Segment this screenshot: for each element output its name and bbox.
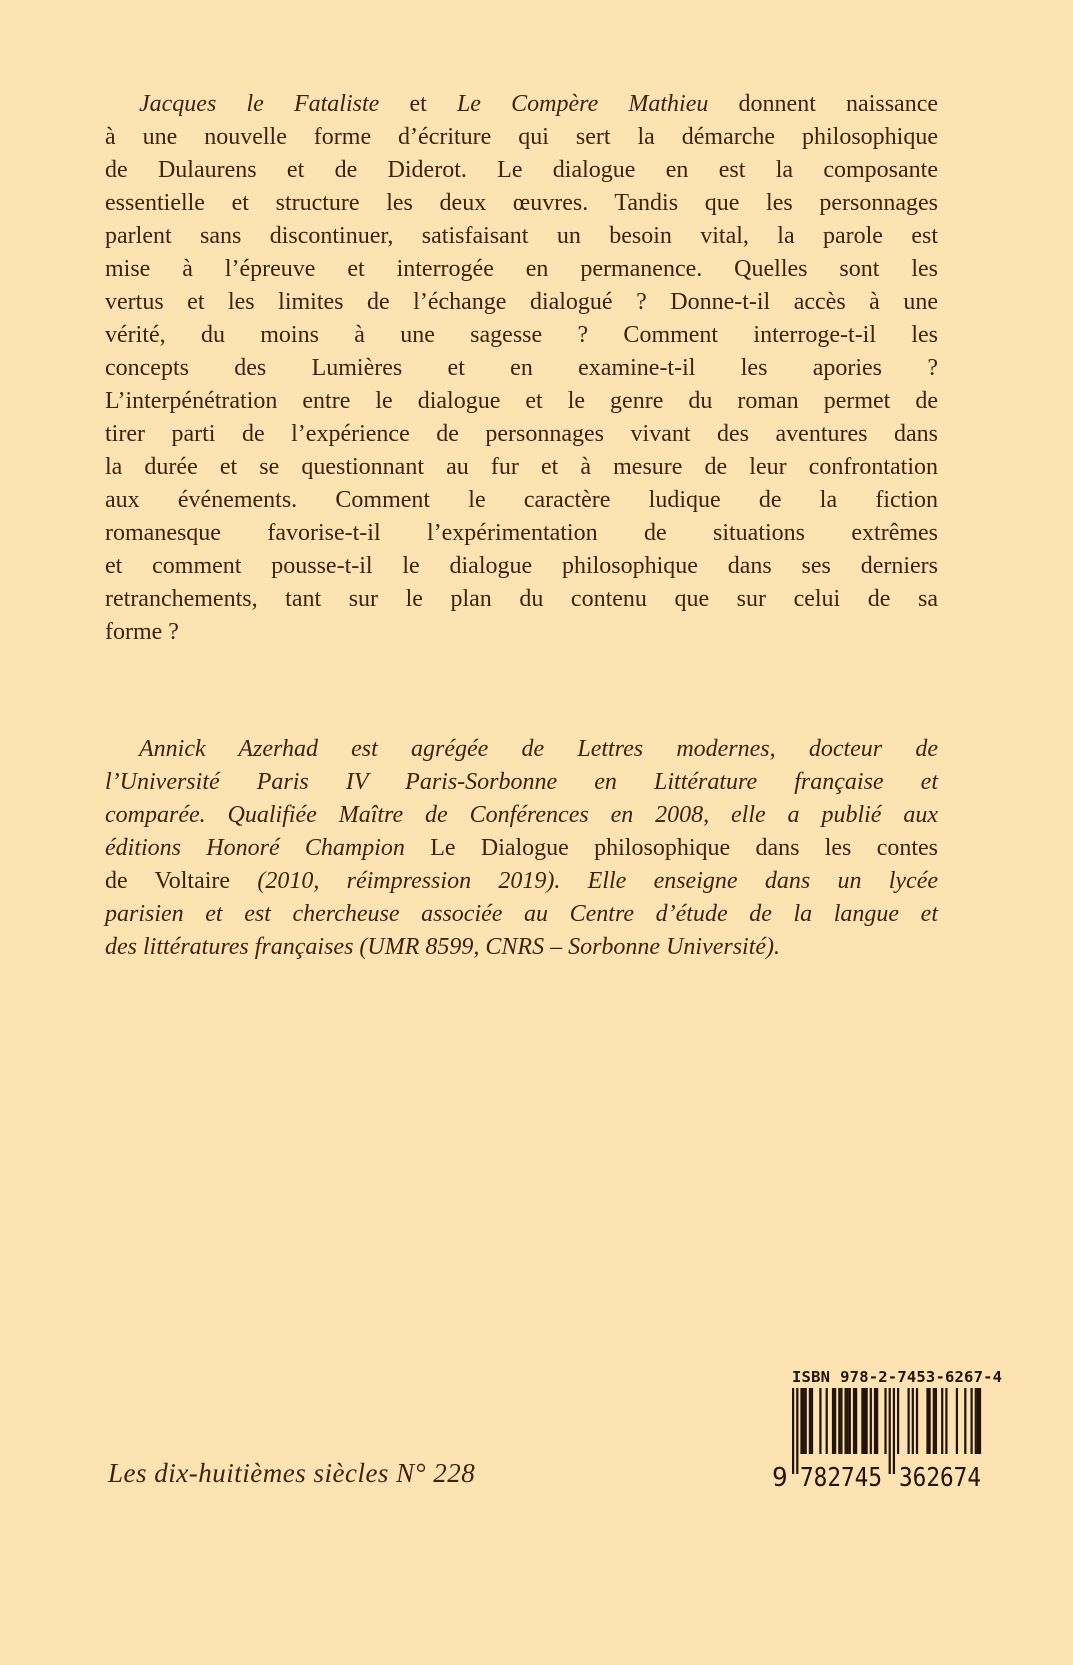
text-line [105, 385, 938, 418]
text-segment: la durée et se questionnant au fur et à mesure de leur confrontation [105, 454, 938, 480]
text-segment: essentielle et structure les deux œuvres. Tandis que les personnages [105, 190, 938, 216]
text-line [105, 88, 938, 121]
text-line [105, 898, 938, 931]
text-segment: parisien et est chercheuse associée au Centre d’étude de la langue et [105, 901, 938, 927]
text-segment: L’interpénétration entre le dialogue et le genre du roman permet de [105, 388, 938, 414]
text-segment: forme ? [105, 619, 179, 645]
barcode-digits-right: 362674 [899, 1463, 981, 1490]
text-segment: éditions Honoré Champion [105, 835, 431, 861]
text-line [105, 187, 938, 220]
text-segment: à une nouvelle forme d’écriture qui sert la démarche philosophique [105, 124, 938, 150]
text-segment: et comment pousse-t-il le dialogue philosophique dans ses derniers [105, 553, 938, 579]
text-line [105, 733, 938, 766]
text-segment: (2010, réimpression 2019). Elle enseigne dans un lycée [257, 868, 939, 894]
text-segment: parlent sans discontinuer, satisfaisant un besoin vital, la parole est [105, 223, 938, 249]
text-segment: donnent naissance [708, 91, 938, 117]
text-line [105, 352, 938, 385]
text-segment: Le Dialogue philosophique dans les contes [430, 835, 939, 861]
text-line [105, 865, 938, 898]
text-line [105, 319, 938, 352]
text-line [105, 616, 938, 649]
isbn-barcode-block [772, 1368, 1002, 1490]
barcode-digits-left: 782745 [800, 1463, 882, 1490]
text-segment: comparée. Qualifiée Maître de Conférences en 2008, elle a publié aux [105, 802, 938, 828]
text-line [105, 484, 938, 517]
text-line [105, 799, 938, 832]
text-segment: de Dulaurens et de Diderot. Le dialogue en est la composante [105, 157, 938, 183]
text-line [105, 931, 938, 964]
author-bio-paragraph [105, 733, 938, 964]
text-segment: tirer parti de l’expérience de personnages vivant des aventures dans [105, 421, 938, 447]
text-line [105, 121, 938, 154]
text-line [105, 550, 938, 583]
text-segment: l’Université Paris IV Paris-Sorbonne en Littérature française et [105, 769, 938, 795]
text-segment: vérité, du moins à une sagesse ? Comment interroge-t-il les [105, 322, 938, 348]
text-segment: retranchements, tant sur le plan du contenu que sur celui de sa [105, 586, 938, 612]
text-line [105, 418, 938, 451]
synopsis-paragraph [105, 88, 938, 649]
text-line [105, 583, 938, 616]
collection-title: Les dix-huitièmes siècles N° 228 [108, 1458, 476, 1488]
text-segment: mise à l’épreuve et interrogée en permanence. Quelles sont les [105, 256, 938, 282]
text-segment: aux événements. Comment le caractère ludique de la fiction [105, 487, 938, 513]
text-segment: Jacques le Fataliste [139, 91, 380, 117]
text-line [105, 253, 938, 286]
text-line [105, 220, 938, 253]
text-segment: de Voltaire [105, 868, 258, 894]
text-segment: romanesque favorise-t-il l’expérimentation de situations extrêmes [105, 520, 938, 546]
text-line [105, 286, 938, 319]
text-segment: Annick Azerhad est agrégée de Lettres modernes, docteur de [139, 736, 938, 762]
text-line [105, 766, 938, 799]
text-segment: concepts des Lumières et en examine-t-il les apories ? [105, 355, 938, 381]
isbn-label: ISBN [792, 1368, 831, 1386]
isbn-number-line [792, 1368, 1003, 1386]
text-line [105, 832, 938, 865]
text-line [105, 154, 938, 187]
text-segment: vertus et les limites de l’échange dialogué ? Donne-t-il accès à une [105, 289, 938, 315]
text-segment: des littératures françaises (UMR 8599, CNRS – Sorbonne Université). [105, 934, 781, 960]
barcode-digit-first: 9 [772, 1463, 788, 1490]
text-segment: Le Compère Mathieu [456, 91, 709, 117]
text-line [105, 451, 938, 484]
ean13-barcode [772, 1388, 1002, 1490]
text-line [105, 517, 938, 550]
isbn-number: 978-2-7453-6267-4 [840, 1368, 1003, 1386]
text-segment: et [379, 91, 457, 117]
